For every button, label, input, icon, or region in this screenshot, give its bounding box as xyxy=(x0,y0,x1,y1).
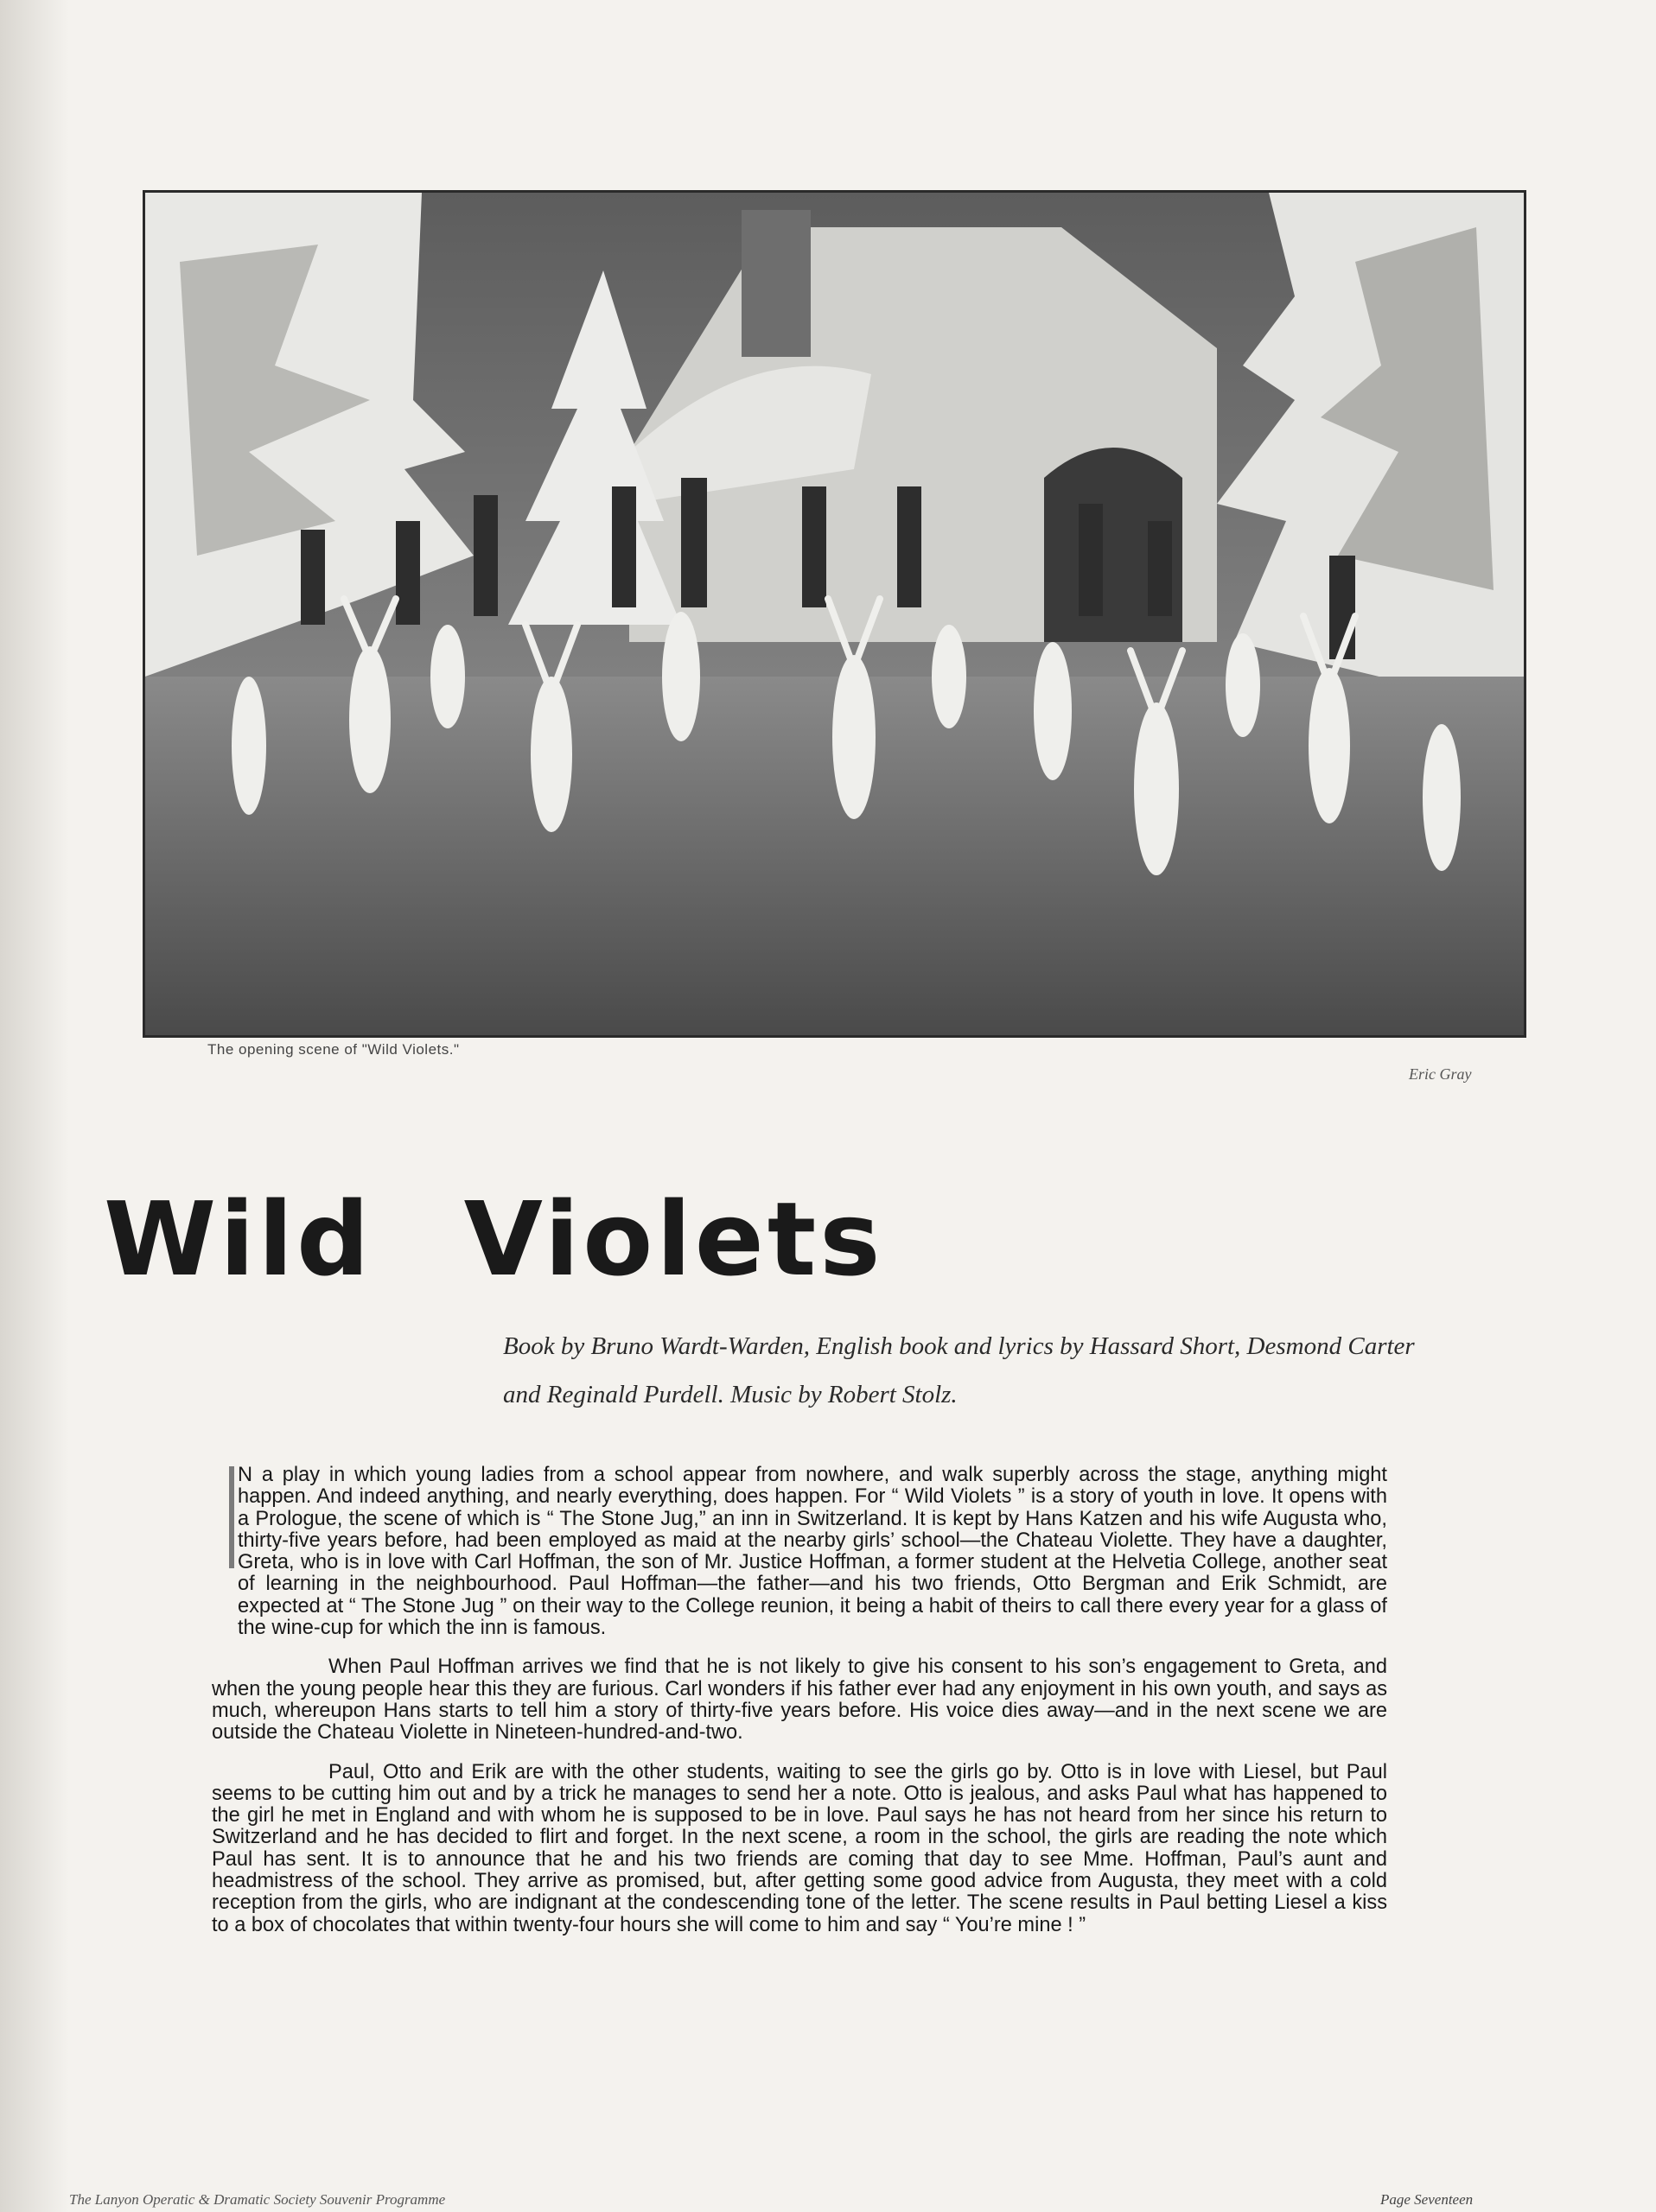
body-paragraph-2: When Paul Hoffman arrives we find that he is not likely to give his consent to his son’s engagement to Greta, and when the young people hear this they are furious. Carl wonders if his father ever had any enjoyment in his own youth, and says as much, whereupon Hans starts to tell him a story of thirty-five years before. His voice dies away—and in the next scene we are outside the Chateau Violette in Nineteen-hundred-and-two. xyxy=(212,1656,1387,1745)
stage-photo-image xyxy=(145,193,1524,1035)
credits-block xyxy=(503,1322,1540,1419)
credits-line-1: Book by Bruno Wardt-Warden, English book and lyrics by Hassard Short, Desmond Carter xyxy=(503,1332,1415,1360)
body-paragraph-3: Paul, Otto and Erik are with the other students, waiting to see the girls go by. Otto is in love with Liesel, but Paul seems to be cutting him out and by a trick he manages to send her a note. Otto is jealous, and asks Paul what has happened to the girl he met in England and with whom he is supposed to be in love. Paul says he has not heard from her since his return to Switzerland and he has decided to flirt and forget. In the next scene, a room in the school, the girls are reading the note which Paul has sent. It is to announce that he and his two friends are coming that day to see Mme. Hoffman, Paul’s aunt and headmistress of the school. They arrive as promised, but, after getting some good advice from Augusta, they meet with a cold reception from the girls, who are indignant at the condescending tone of the letter. The scene results in Paul betting Liesel a kiss to a box of chocolates that within twenty-four hours she will come to him and say “ You’re mine ! ” xyxy=(212,1760,1387,1936)
body-paragraph-1 xyxy=(212,1465,1387,1639)
photo-caption: The opening scene of "Wild Violets." xyxy=(207,1041,460,1058)
footer-page-number: Page Seventeen xyxy=(1380,2191,1474,2208)
photo-credit: Eric Gray xyxy=(1409,1065,1472,1083)
drop-cap-bar xyxy=(229,1466,234,1568)
article-title: Wild Violets xyxy=(104,1179,884,1299)
article-body xyxy=(212,1465,1387,1954)
page-binding-shadow xyxy=(0,0,69,2212)
credits-line-2: and Reginald Purdell. Music by Robert Stolz. xyxy=(503,1381,958,1408)
stage-photo xyxy=(143,190,1526,1038)
footer-programme-title: The Lanyon Operatic & Dramatic Society Souvenir Programme xyxy=(69,2191,446,2208)
body-paragraph-1-text: N a play in which young ladies from a school appear from nowhere, and walk superbly across the stage, anything might happen. And indeed anything, and nearly everything, does happen. For “ Wild Violets ” is a story of youth in love. It opens with a Prologue, the scene of which is “ The Stone Jug,” an inn in Switzerland. It is kept by Hans Katzen and his wife Augusta who, thirty-five years before, had been employed as maid at the nearby girls’ school—the Chateau Violette. They have a daughter, Greta, who is in love with Carl Hoffman, the son of Mr. Justice Hoffman, a former student at the Helvetia College, another seat of learning in the neighbourhood. Paul Hoffman—the father—and his two friends, Otto Bergman and Erik Schmidt, are expected at “ The Stone Jug ” on their way to the College reunion, it being a habit of theirs to call there every year for a glass of the wine-cup for which the inn is famous. xyxy=(238,1464,1387,1640)
